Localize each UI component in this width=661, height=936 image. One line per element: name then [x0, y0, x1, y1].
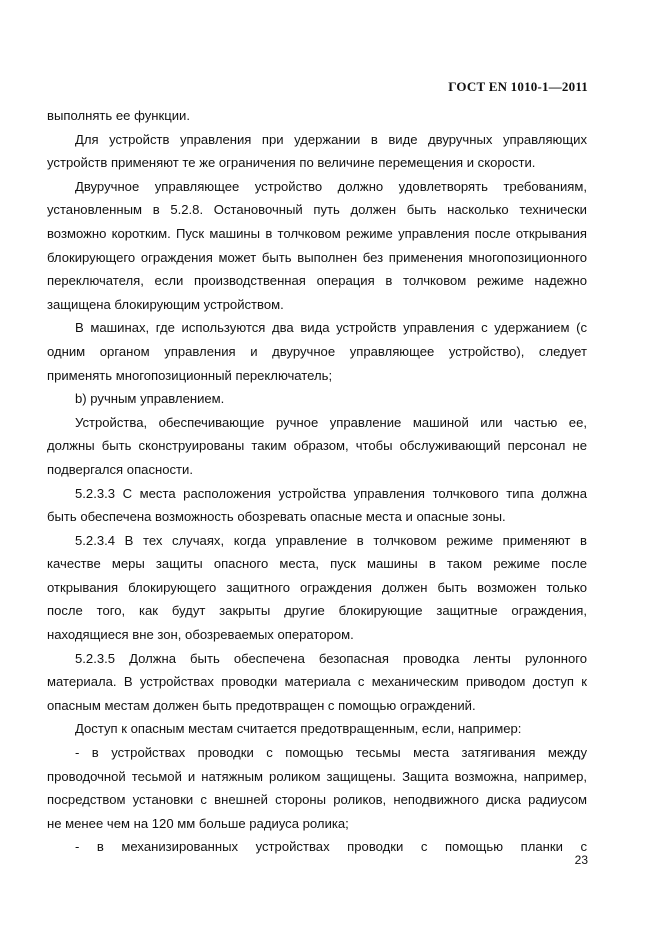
- text-line: посредством установки с внешней стороны роликов, неподвижного диска радиусом: [47, 792, 587, 808]
- text-line: защищена блокирующим устройством.: [47, 296, 284, 312]
- text-line: материала. В устройствах проводки материала с механическим приводом доступ к: [47, 674, 587, 690]
- text-line: В машинах, где используются два вида устройств управления с удержанием (с: [75, 320, 587, 336]
- text-line: должны быть сконструированы таким образом, чтобы обслуживающий персонал не: [47, 438, 587, 454]
- text-line: открывания блокирующего защитного ограждения должен быть возможен только: [47, 579, 587, 595]
- text-line: одним органом управления и двуручное управляющее устройство), следует: [47, 343, 587, 359]
- text-line: Для устройств управления при удержании в виде двуручных управляющих: [75, 131, 587, 147]
- text-line: - в механизированных устройствах проводки с помощью планки с: [75, 839, 587, 855]
- text-line: 5.2.3.5 Должна быть обеспечена безопасная проводка ленты рулонного: [75, 650, 587, 666]
- text-line: находящиеся вне зон, обозреваемых оператором.: [47, 627, 354, 643]
- text-line: проводочной тесьмой и натяжным роликом защищены. Защита возможна, например,: [47, 768, 587, 784]
- text-line: после того, как будут закрыты другие блокирующие защитные ограждения,: [47, 603, 587, 619]
- text-line: подвергался опасности.: [47, 461, 193, 477]
- text-line: Устройства, обеспечивающие ручное управление машиной или частью ее,: [75, 414, 587, 430]
- text-line: возможно коротким. Пуск машины в толчковом режиме управления после открывания: [47, 225, 587, 241]
- text-line: установленным в 5.2.8. Остановочный путь должен быть насколько технически: [47, 202, 587, 218]
- text-line: устройств применяют те же ограничения по величине перемещения и скорости.: [47, 155, 536, 171]
- text-line: 5.2.3.4 В тех случаях, когда управление в толчковом режиме применяют в: [75, 532, 587, 548]
- text-line: выполнять ее функции.: [47, 108, 190, 123]
- document-body: [47, 104, 587, 859]
- text-line: переключателя, если производственная операция в толчковом режиме надежно: [47, 273, 587, 289]
- text-line: применять многопозиционный переключатель;: [47, 367, 333, 383]
- document-header: ГОСТ EN 1010-1—2011: [448, 79, 588, 94]
- text-line: блокирующего ограждения может быть выполнен без применения многопозиционного: [47, 249, 587, 265]
- text-line: качестве меры защиты опасного места, пуск машины в таком режиме после: [47, 556, 587, 572]
- text-line: не менее чем на 120 мм больше радиуса ролика;: [47, 815, 349, 831]
- text-line: быть обеспечена возможность обозревать опасные места и опасные зоны.: [47, 509, 506, 525]
- text-line: Двуручное управляющее устройство должно удовлетворять требованиям,: [75, 178, 587, 194]
- text-line: Доступ к опасным местам считается предотвращенным, если, например:: [75, 721, 522, 737]
- text-line: 5.2.3.3 С места расположения устройства управления толчкового типа должна: [75, 485, 587, 501]
- text-line: опасным местам должен быть предотвращен с помощью ограждений.: [47, 697, 476, 713]
- text-line: b) ручным управлением.: [75, 391, 225, 407]
- text-line: - в устройствах проводки с помощью тесьмы места затягивания между: [75, 745, 587, 761]
- page-number: 23: [574, 853, 588, 867]
